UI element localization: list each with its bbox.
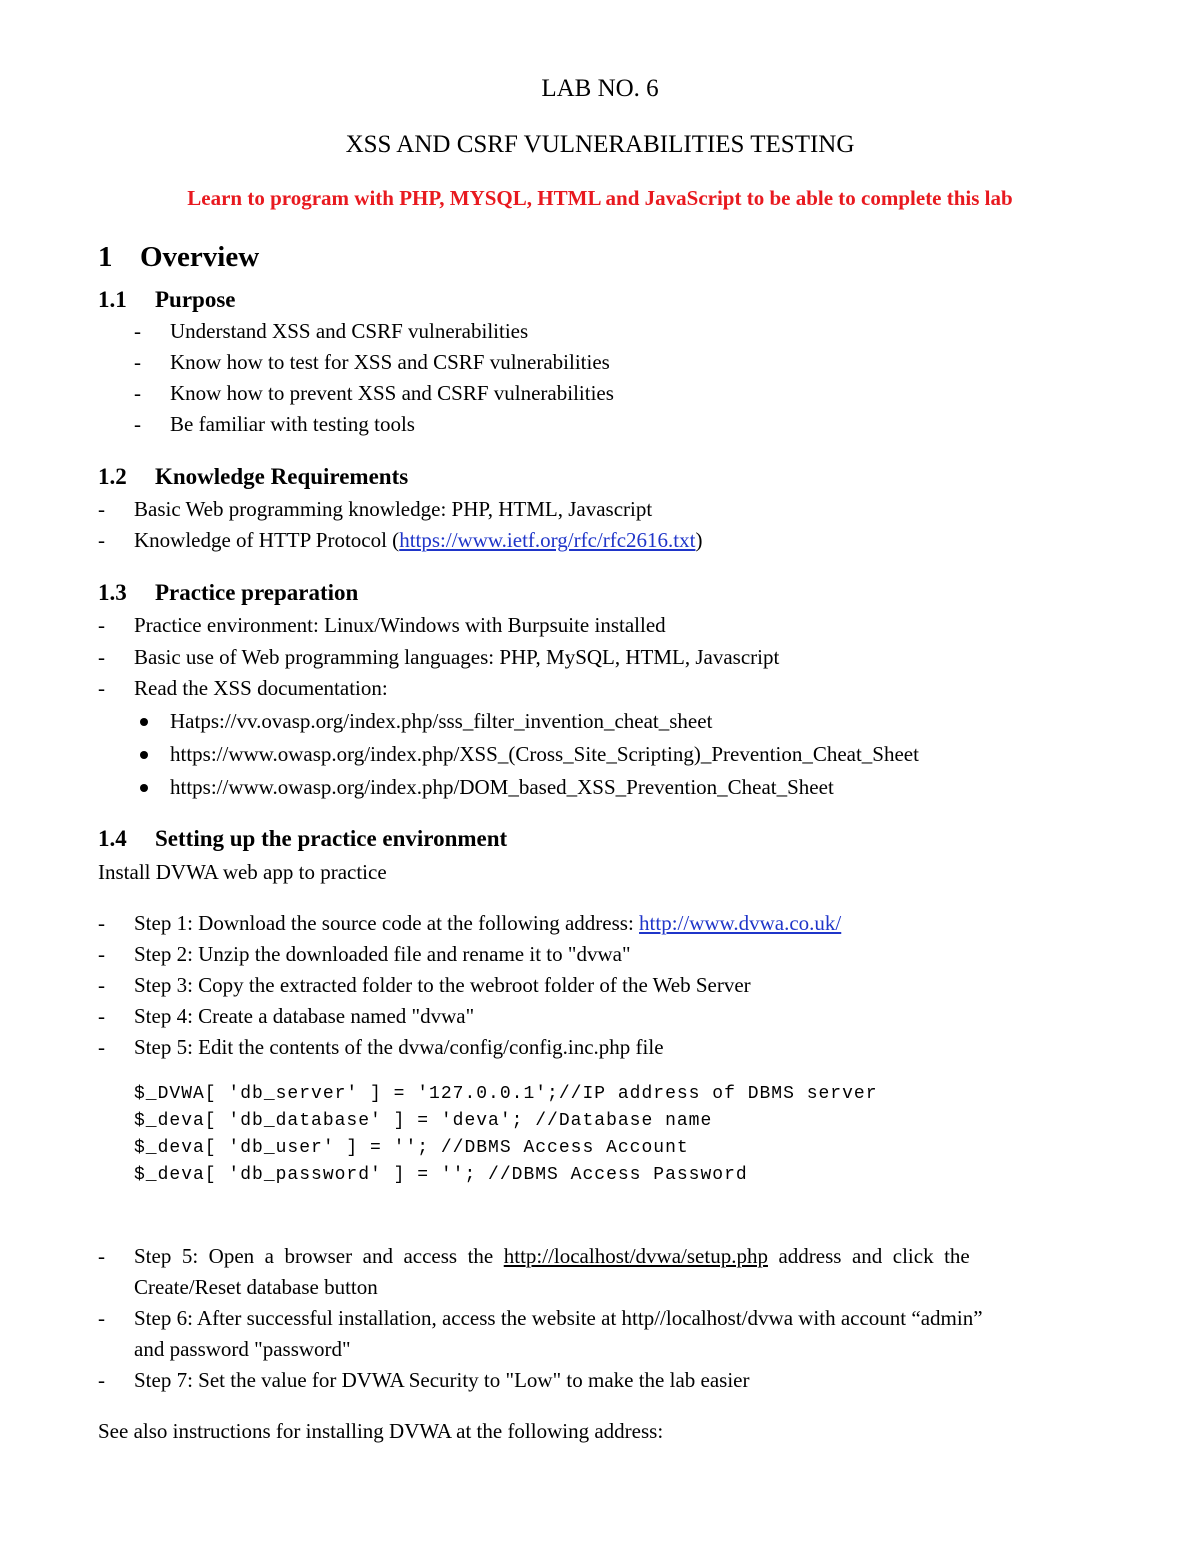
section-number: 1 [98, 241, 113, 273]
subsection-title: Setting up the practice environment [155, 826, 508, 851]
list-item [134, 530, 702, 551]
rfc2616-link[interactable]: https://www.ietf.org/rfc/rfc2616.txt [399, 528, 696, 552]
step-item: Step 5: Edit the contents of the dvwa/config/config.inc.php file [134, 1035, 664, 1059]
lab-number: LAB NO. 6 [541, 75, 659, 102]
subsection-title: Practice preparation [155, 580, 359, 605]
dash-marker: - [98, 645, 105, 669]
step-item-continuation: Create/Reset database button [134, 1275, 378, 1299]
subsection-number: 1.4 [98, 826, 127, 851]
dash-marker: - [98, 676, 105, 700]
subsection-heading-knowledge [98, 465, 408, 488]
dash-marker: - [134, 319, 141, 343]
subsection-heading-setup [98, 827, 507, 850]
dash-marker: - [98, 1244, 105, 1268]
dash-marker: - [98, 911, 105, 935]
bullet-icon [140, 784, 148, 792]
step-item: Step 7: Set the value for DVWA Security to "Low" to make the lab easier [134, 1368, 750, 1392]
code-line: $_deva[ 'db_user' ] = ''; //DBMS Access Account [134, 1138, 689, 1158]
setup-intro: Install DVWA web app to practice [98, 860, 387, 884]
doc-link: https://www.owasp.org/index.php/XSS_(Cross_Site_Scripting)_Prevention_Cheat_Sheet [170, 742, 919, 766]
dash-marker: - [134, 350, 141, 374]
dash-marker: - [98, 942, 105, 966]
dvwa-download-link[interactable]: http://www.dvwa.co.uk/ [639, 911, 842, 935]
list-item: Practice environment: Linux/Windows with Burpsuite installed [134, 613, 666, 637]
bullet-icon [140, 718, 148, 726]
list-item: Know how to prevent XSS and CSRF vulnerabilities [170, 381, 614, 405]
step-item: Step 4: Create a database named "dvwa" [134, 1004, 475, 1028]
doc-link: Hatps://vv.ovasp.org/index.php/sss_filter_invention_cheat_sheet [170, 709, 713, 733]
text: Step 1: Download the source code at the following address: [134, 911, 640, 935]
subsection-title: Purpose [155, 287, 236, 312]
list-item: Know how to test for XSS and CSRF vulnerabilities [170, 350, 610, 374]
list-item: Basic use of Web programming languages: PHP, MySQL, HTML, Javascript [134, 645, 780, 669]
subsection-title: Knowledge Requirements [155, 464, 409, 489]
subsection-heading-practice-preparation [98, 581, 358, 604]
list-item: Be familiar with testing tools [170, 412, 415, 436]
text [134, 1246, 970, 1267]
subsection-heading-purpose [98, 288, 236, 311]
document-title: XSS AND CSRF VULNERABILITIES TESTING [345, 131, 855, 158]
text: Knowledge of HTTP Protocol ( [134, 528, 400, 552]
subsection-number: 1.1 [98, 287, 127, 312]
step-item [134, 913, 841, 934]
requirement-note: Learn to program with PHP, MYSQL, HTML and JavaScript to be able to complete this lab [187, 186, 1013, 210]
section-title: Overview [140, 241, 260, 273]
dash-marker: - [98, 497, 105, 521]
dash-marker: - [134, 381, 141, 405]
step-item: Step 3: Copy the extracted folder to the webroot folder of the Web Server [134, 973, 751, 997]
dash-marker: - [98, 1368, 105, 1392]
list-item: Read the XSS documentation: [134, 676, 388, 700]
dash-marker: - [98, 528, 105, 552]
dash-marker: - [134, 412, 141, 436]
text: address and click the [767, 1244, 970, 1268]
dash-marker: - [98, 1306, 105, 1330]
subsection-number: 1.3 [98, 580, 127, 605]
text: ) [695, 528, 703, 552]
dash-marker: - [98, 613, 105, 637]
subsection-number: 1.2 [98, 464, 127, 489]
dash-marker: - [98, 1004, 105, 1028]
list-item: Basic Web programming knowledge: PHP, HTML, Javascript [134, 497, 653, 521]
see-also-text: See also instructions for installing DVWA at the following address: [98, 1419, 664, 1443]
dash-marker: - [98, 973, 105, 997]
list-item: Understand XSS and CSRF vulnerabilities [170, 319, 529, 343]
step-item: Step 2: Unzip the downloaded file and rename it to "dvwa" [134, 942, 631, 966]
text: Step 5: Open a browser and access the [134, 1244, 504, 1268]
code-line: $_deva[ 'db_password' ] = ''; //DBMS Access Password [134, 1165, 748, 1185]
dash-marker: - [98, 1035, 105, 1059]
step-item-continuation: and password "password" [134, 1337, 351, 1361]
step-item: Step 6: After successful installation, access the website at http//localhost/dvwa with account “admin” [134, 1306, 983, 1330]
doc-link: https://www.owasp.org/index.php/DOM_based_XSS_Prevention_Cheat_Sheet [170, 775, 834, 799]
section-heading-overview [98, 243, 259, 272]
code-line: $_deva[ 'db_database' ] = 'deva'; //Database name [134, 1111, 713, 1131]
bullet-icon [140, 751, 148, 759]
code-line: $_DVWA[ 'db_server' ] = '127.0.0.1';//IP address of DBMS server [134, 1084, 878, 1104]
dvwa-setup-link[interactable]: http://localhost/dvwa/setup.php [503, 1244, 768, 1268]
